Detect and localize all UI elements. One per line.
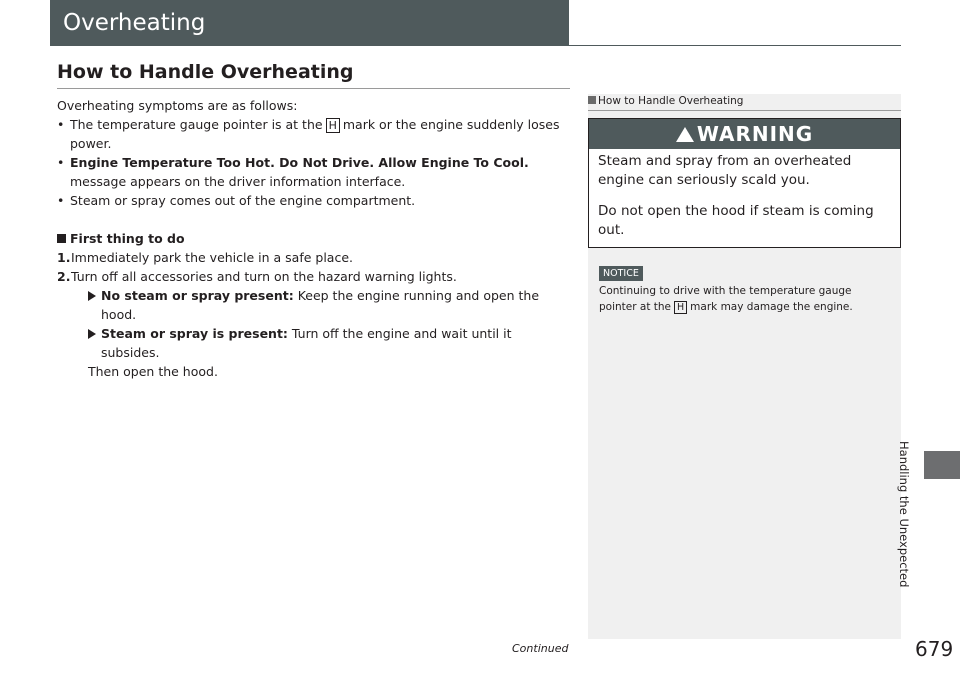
notice-text-a: Continuing to drive with the temperature gauge pointer at the bbox=[599, 285, 852, 313]
option-continuation: Then open the hood. bbox=[88, 364, 218, 379]
warning-text-1: Steam and spray from an overheated engine can seriously scald you. bbox=[598, 153, 852, 188]
main-content bbox=[57, 96, 572, 381]
continued-label: Continued bbox=[512, 642, 569, 655]
option-steam bbox=[57, 324, 572, 362]
intro-text: Overheating symptoms are as follows: bbox=[57, 98, 298, 113]
option-bold-text: No steam or spray present: bbox=[101, 288, 294, 303]
bullet-text: Steam or spray comes out of the engine compartment. bbox=[70, 193, 416, 208]
warning-text-2: Do not open the hood if steam is coming out. bbox=[598, 203, 874, 238]
chapter-tab-marker bbox=[924, 451, 960, 479]
section-title: How to Handle Overheating bbox=[57, 61, 354, 83]
arrow-right-icon bbox=[88, 329, 96, 339]
warning-box bbox=[588, 118, 901, 248]
symptom-bullet-message bbox=[57, 153, 572, 191]
warning-header bbox=[589, 119, 900, 149]
warning-triangle-icon bbox=[676, 127, 694, 142]
step-2 bbox=[57, 267, 572, 286]
bullet-text: message appears on the driver information interface. bbox=[70, 174, 406, 189]
step-number: 2. bbox=[57, 269, 71, 284]
step-number: 1. bbox=[57, 250, 71, 265]
option-text: Turn off the engine and wait until it subsides. bbox=[101, 326, 512, 360]
subsection-heading bbox=[57, 229, 572, 248]
step-1 bbox=[57, 248, 572, 267]
sidebar-title-text: How to Handle Overheating bbox=[598, 95, 744, 107]
sidebar-divider bbox=[588, 110, 901, 111]
arrow-right-icon bbox=[88, 291, 96, 301]
option-text: Keep the engine running and open the hood. bbox=[101, 288, 540, 322]
chapter-header bbox=[50, 0, 569, 46]
symptom-bullet-steam bbox=[57, 191, 572, 210]
step-text: Immediately park the vehicle in a safe place. bbox=[71, 250, 354, 265]
h-mark-icon: H bbox=[326, 118, 340, 133]
section-divider bbox=[57, 88, 570, 89]
h-mark-icon: H bbox=[674, 301, 687, 314]
option-bold-text: Steam or spray is present: bbox=[101, 326, 288, 341]
bullet-text: mark or the engine suddenly loses power. bbox=[70, 117, 560, 151]
step-text: Turn off all accessories and turn on the hazard warning lights. bbox=[71, 269, 457, 284]
warning-body bbox=[589, 149, 900, 240]
notice-text bbox=[599, 283, 889, 315]
warning-label: WARNING bbox=[696, 122, 814, 146]
sidebar-title bbox=[588, 95, 743, 107]
reference-icon bbox=[588, 96, 596, 104]
symptom-bullet-gauge bbox=[57, 115, 572, 153]
subsection-title: First thing to do bbox=[70, 231, 185, 246]
notice-badge: NOTICE bbox=[599, 266, 643, 281]
page-number: 679 bbox=[915, 637, 954, 661]
option-no-steam bbox=[57, 286, 572, 324]
bullet-bold-text: Engine Temperature Too Hot. Do Not Drive. Allow Engine To Cool. bbox=[70, 155, 529, 170]
square-bullet-icon bbox=[57, 234, 66, 243]
chapter-tab-label: Handling the Unexpected bbox=[897, 441, 911, 588]
chapter-title: Overheating bbox=[63, 10, 206, 36]
bullet-text: The temperature gauge pointer is at the bbox=[70, 117, 323, 132]
header-divider bbox=[50, 45, 901, 46]
notice-text-b: mark may damage the engine. bbox=[690, 301, 853, 313]
